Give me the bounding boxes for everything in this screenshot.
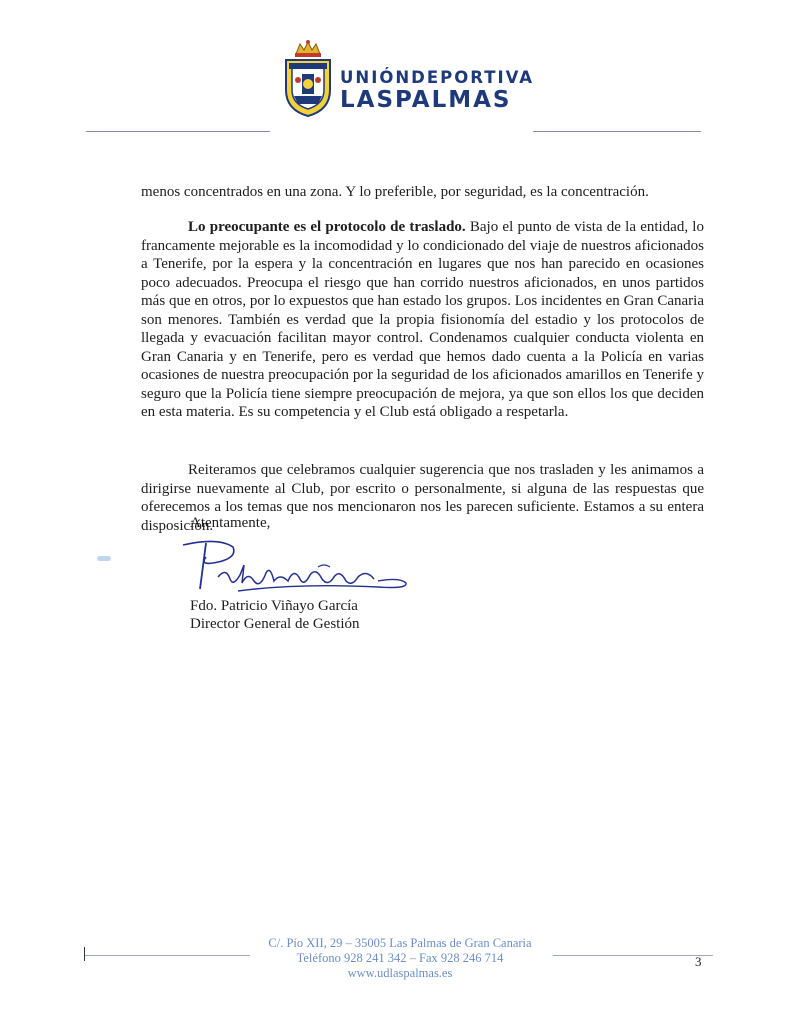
closing-salutation: Atentamente,: [190, 515, 271, 531]
paragraph-2: [141, 218, 704, 422]
paragraph-2-heading: Lo preocupante es el protocolo de traslado.: [188, 219, 466, 235]
signer-name: Fdo. Patricio Viñayo García: [190, 598, 358, 614]
handwritten-signature: [178, 537, 418, 607]
paragraph-1: menos concentrados en una zona. Y lo preferible, por seguridad, es la concentración.: [141, 184, 649, 200]
footer-website: www.udlaspalmas.es: [347, 966, 453, 980]
paragraph-2-text: Bajo el punto de vista de la entidad, lo francamente mejorable es la incomodidad y lo condicionado del viaje de nuestros aficionados a Tenerife, por la espera y la concentración en lugares que nos han parecido en ocasiones poco adecuados. Preocupa el riesgo que han corrido nuestros aficionados, en unos partidos más que en otros, por lo expuestos que han estado los grupos. Los incidentes en Gran Canaria son menores. También es verdad que la propia fisionomía del estadio y los protocolos de llegada y evacuación facilitan mayor control. Condenamos cualquier conducta violenta en Gran Canaria y en Tenerife, pero es verdad que hemos dado cuenta a la Policía en varias ocasiones de nuestra preocupación por la seguridad de los aficionados amarillos en Tenerife y seguro que la Policía tiene siempre preocupación de mejora, ya que son ellos los que deciden en esta materia. Es su competencia y el Club está obligado a respetarla.: [141, 219, 704, 420]
brand-line-2: LASPALMAS: [340, 86, 512, 113]
header-divider-right: [533, 131, 701, 132]
footer-address: C/. Pío XII, 29 – 35005 Las Palmas de Gran Canaria: [268, 936, 532, 950]
scan-mark: [97, 556, 111, 561]
brand-line-1: UNIÓNDEPORTIVA: [340, 68, 535, 87]
page-number: 3: [695, 954, 702, 969]
footer-phone: Teléfono 928 241 342 – Fax 928 246 714: [296, 951, 504, 965]
club-brand: [340, 70, 534, 112]
signer-title: Director General de Gestión: [190, 616, 360, 632]
footer-margin-mark: [84, 947, 85, 961]
paragraph-3: Reiteramos que celebramos cualquier sugerencia que nos trasladen y les animamos a dirigirse nuevamente al Club, por escrito o personalmente, si alguna de las respuestas que oferecemos a los temas que nos mencionaron nos les parecen suficiente. Estamos a su entera disposición.: [141, 462, 704, 534]
header-divider-left: [86, 131, 270, 132]
club-crest-icon: [278, 38, 338, 118]
